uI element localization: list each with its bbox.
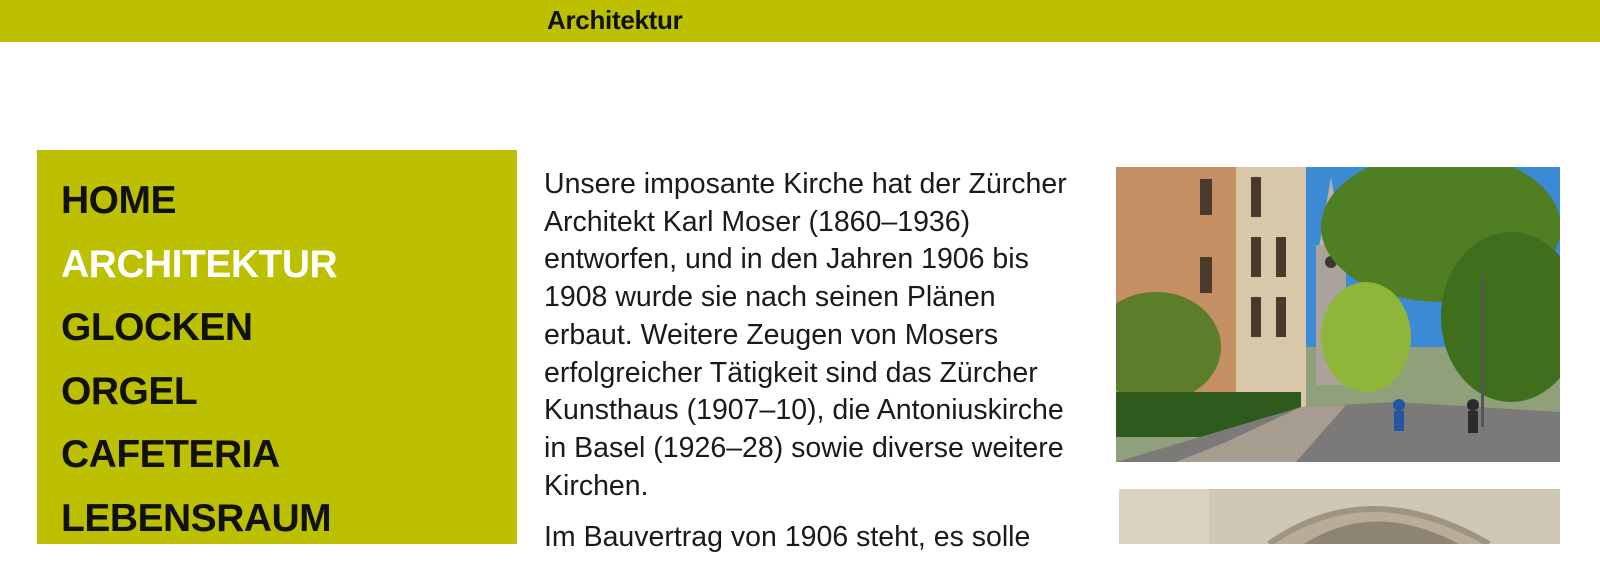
side-navigation xyxy=(37,150,517,544)
stone-arch-photo xyxy=(1119,489,1560,544)
content-paragraph: Im Bauvertrag von 1906 steht, es solle xyxy=(544,521,1031,554)
nav-item-lebensraum[interactable]: LEBENSRAUM xyxy=(61,496,332,540)
nav-item-architektur[interactable]: ARCHITEKTUR xyxy=(61,242,338,286)
page-title: Architektur xyxy=(547,5,683,35)
nav-item-home[interactable]: HOME xyxy=(61,179,176,222)
nav-item-orgel[interactable]: ORGEL xyxy=(61,369,198,413)
church-street-photo xyxy=(1116,167,1560,462)
nav-list xyxy=(61,178,337,559)
header-bar xyxy=(0,0,1600,42)
main-content xyxy=(544,166,1089,571)
nav-item-cafeteria[interactable]: CAFETERIA xyxy=(61,433,280,476)
content-paragraph: Unsere imposante Kirche hat der Zürcher Architekt Karl Moser (1860–1936) entworfen, und in den Jahren 1906 bis 1908 wurde sie nach seinen Plänen erbaut. Weitere Zeugen von Mosers erfolgreicher Tätigkeit sind das Zürcher Kunsthaus (1907–10), die Antoniuskirche in Basel (1926–28) sowie diverse weitere Kirchen. xyxy=(544,168,1067,502)
nav-item-glocken[interactable]: GLOCKEN xyxy=(61,306,253,349)
